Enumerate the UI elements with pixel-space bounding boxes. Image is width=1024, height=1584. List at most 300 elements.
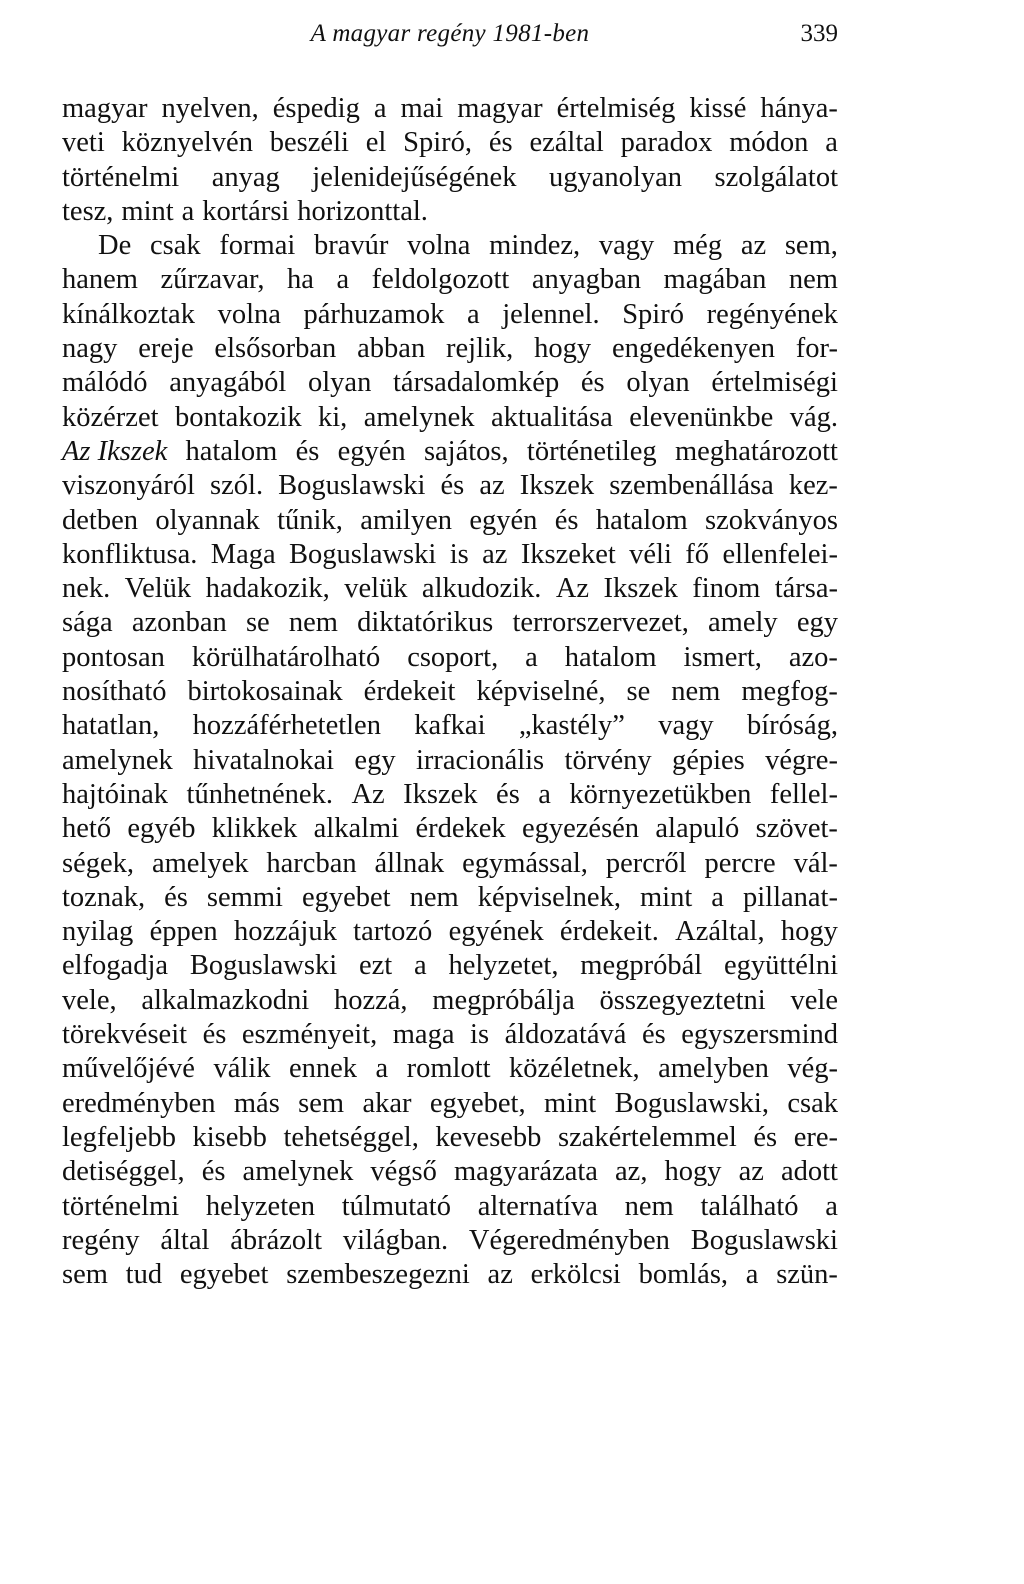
- text-word: társa-: [774, 573, 838, 605]
- text-line: [62, 744, 838, 778]
- text-word: Boguslawski: [278, 470, 426, 502]
- text-word: állnak: [374, 847, 445, 879]
- text-word: törekvéseit: [62, 1019, 188, 1051]
- text-word: konfliktusa.: [62, 538, 198, 570]
- text-word: kisebb: [192, 1121, 267, 1153]
- text-line: [62, 1155, 838, 1189]
- text-word: terrorszervezet,: [512, 607, 689, 639]
- text-word: értelmiségi: [711, 367, 838, 399]
- text-word: közéletnek,: [509, 1053, 640, 1085]
- text-word: anyagából: [169, 367, 287, 399]
- text-word: amelynek: [242, 1156, 354, 1188]
- text-word: vele,: [62, 984, 117, 1016]
- text-word: végre-: [765, 744, 838, 776]
- text-word: nek.: [62, 573, 111, 605]
- text-word: is: [449, 538, 469, 570]
- text-word: hajtóinak: [62, 778, 169, 810]
- text-line: [62, 881, 838, 915]
- text-word: megpróbálja: [432, 984, 575, 1016]
- text-word: Spiró: [622, 298, 684, 330]
- text-line: [62, 1190, 838, 1224]
- text-word: olyan: [626, 367, 690, 399]
- text-word: vagy: [598, 230, 655, 262]
- text-word: Az: [555, 573, 590, 605]
- text-word: az: [479, 470, 505, 502]
- text-word: bontakozik: [174, 401, 302, 433]
- text-word: anyag: [211, 161, 280, 193]
- text-word: történelmi: [62, 1190, 180, 1222]
- text-word: el: [365, 127, 387, 159]
- text-word: ellenfelei-: [722, 538, 838, 570]
- text-line: [62, 469, 838, 503]
- text-word: és: [496, 778, 520, 810]
- text-word: a: [336, 264, 350, 296]
- body-text: [62, 92, 838, 1292]
- text-word: és: [753, 1121, 778, 1153]
- text-word: hető: [62, 813, 112, 845]
- running-head: [62, 14, 838, 54]
- text-word: akar: [362, 1087, 412, 1119]
- text-word: is: [470, 1019, 490, 1051]
- text-word: Boguslawski: [189, 950, 338, 982]
- text-word: alternatíva: [477, 1190, 598, 1222]
- text-word: sem: [62, 1259, 108, 1291]
- text-word: aktualitása: [490, 401, 613, 433]
- text-word: tesz,: [62, 195, 114, 227]
- running-title: A magyar regény 1981-ben: [310, 20, 590, 47]
- text-line: [62, 195, 838, 229]
- text-word: kortársi: [202, 195, 290, 227]
- text-word: a: [373, 93, 387, 124]
- text-word: szól.: [210, 470, 264, 502]
- text-word: hozzáférhetetlen: [192, 710, 381, 742]
- text-word: törvény: [564, 744, 652, 776]
- text-word: érdekeit: [363, 676, 456, 708]
- text-line: [62, 778, 838, 812]
- text-word: Boguslawski,: [614, 1087, 769, 1119]
- text-word: elfogadja: [62, 950, 169, 982]
- text-word: szembeszegezni: [286, 1259, 470, 1291]
- text-word: ereje: [138, 333, 194, 365]
- text-word: magában: [663, 264, 767, 296]
- text-word: a: [538, 778, 551, 810]
- text-line: [62, 812, 838, 846]
- text-word: ha: [287, 264, 314, 296]
- text-word: regény: [62, 1224, 140, 1256]
- text-word: viszonyáról: [62, 470, 195, 502]
- text-word: se: [626, 676, 651, 708]
- text-word: a: [825, 127, 838, 159]
- text-line: [62, 1258, 838, 1292]
- text-word: véli: [629, 538, 672, 570]
- text-line: [62, 606, 838, 640]
- text-word: jelennel.: [502, 298, 600, 330]
- text-word: romlott: [406, 1053, 491, 1085]
- text-word: fellel-: [769, 778, 838, 810]
- text-word: nem: [409, 881, 459, 913]
- text-word: szolgálatot: [714, 161, 838, 193]
- text-word: percről: [605, 847, 687, 879]
- text-word: együttélni: [724, 950, 838, 982]
- text-word: engedékenyen: [611, 333, 775, 365]
- text-word: regényének: [706, 298, 838, 330]
- text-word: túlmutató: [341, 1190, 451, 1222]
- text-word: pontosan: [62, 641, 165, 673]
- text-word: legfeljebb: [62, 1121, 176, 1153]
- text-line: [62, 229, 838, 263]
- text-word: egyebet: [179, 1259, 269, 1291]
- text-word: egyén: [469, 504, 538, 536]
- text-word: hatatlan,: [62, 710, 160, 742]
- text-word: amelynek: [62, 744, 173, 776]
- text-word: nem: [288, 607, 338, 639]
- text-word: az: [482, 538, 508, 570]
- text-word: eszményeit,: [241, 1019, 378, 1051]
- text-word: történetileg: [526, 435, 657, 467]
- text-word: nagy: [62, 333, 118, 365]
- text-word: ábrázolt: [230, 1224, 323, 1256]
- text-word: klikkek: [211, 813, 298, 845]
- text-word: kínálkoztak: [62, 298, 195, 330]
- text-word: amilyen: [360, 504, 452, 536]
- text-word: a: [375, 1053, 389, 1085]
- text-word: egyének: [448, 916, 544, 948]
- text-word: és: [554, 504, 579, 536]
- text-word: az: [487, 1259, 513, 1291]
- text-word: mai: [400, 93, 444, 124]
- text-word: ere-: [793, 1121, 838, 1153]
- text-word: detben: [62, 504, 138, 536]
- text-word: bravúr: [314, 230, 389, 262]
- text-word: sem: [298, 1087, 345, 1119]
- text-word: tűnhetnének.: [186, 778, 333, 810]
- text-word: körülhatárolható: [191, 641, 381, 673]
- text-word: ennek: [288, 1053, 357, 1085]
- text-word: párhuzamok: [303, 298, 445, 330]
- text-word: Az Ikszek: [62, 435, 168, 467]
- text-word: Maga: [210, 538, 276, 570]
- text-word: elsősorban: [214, 333, 337, 365]
- text-line: [62, 675, 838, 709]
- text-word: Velük: [124, 573, 192, 605]
- text-word: mindez,: [489, 230, 581, 262]
- text-word: világban.: [342, 1224, 449, 1256]
- text-line: [62, 915, 838, 949]
- text-word: által: [160, 1224, 210, 1256]
- text-word: nosítható: [62, 676, 167, 708]
- text-word: hogy: [780, 916, 838, 948]
- book-page: [62, 14, 838, 1292]
- text-word: szakértelemmel: [558, 1121, 737, 1153]
- text-word: válik: [213, 1053, 271, 1085]
- text-word: összegyeztetni: [599, 984, 766, 1016]
- text-word: csoport,: [407, 641, 499, 673]
- text-word: köznyelvén: [121, 127, 253, 159]
- text-word: az,: [615, 1156, 648, 1188]
- text-word: alkudozik.: [421, 573, 542, 605]
- text-line: [62, 538, 838, 572]
- text-line: [62, 984, 838, 1018]
- text-word: egyéb: [127, 813, 196, 845]
- text-word: irracionális: [415, 744, 545, 776]
- text-word: alkalmazkodni: [141, 984, 310, 1016]
- text-word: a: [825, 1190, 838, 1222]
- text-word: Boguslawski: [289, 538, 437, 570]
- text-word: nem: [788, 264, 838, 296]
- text-word: azo-: [788, 641, 838, 673]
- text-word: más: [233, 1087, 280, 1119]
- text-word: helyzeten: [205, 1190, 316, 1222]
- text-word: egymással,: [462, 847, 588, 879]
- text-word: tűnik,: [277, 504, 343, 536]
- text-word: Azáltal,: [675, 916, 765, 948]
- text-word: amelyben: [658, 1053, 769, 1085]
- text-word: zűrzavar,: [160, 264, 265, 296]
- text-word: Spiró,: [403, 127, 473, 159]
- text-word: és: [440, 470, 465, 502]
- text-word: szembenállása: [609, 470, 774, 502]
- text-word: Ikszek: [603, 573, 678, 605]
- text-word: Boguslawski: [690, 1224, 838, 1256]
- text-word: De: [98, 230, 132, 262]
- text-word: málódó: [62, 367, 148, 399]
- text-word: olyannak: [155, 504, 260, 536]
- text-word: egy: [354, 744, 396, 776]
- text-word: harcban: [266, 847, 357, 879]
- text-word: képviselnek,: [477, 881, 621, 913]
- text-word: vál-: [793, 847, 838, 879]
- text-word: kez-: [788, 470, 838, 502]
- text-word: közérzet: [62, 401, 159, 433]
- text-word: és: [201, 1156, 226, 1188]
- text-word: az: [740, 230, 767, 262]
- text-word: kafkai: [414, 710, 486, 742]
- text-word: megpróbál: [580, 950, 703, 982]
- text-word: percre: [704, 847, 776, 879]
- text-line: [62, 366, 838, 400]
- text-word: szövet-: [755, 813, 838, 845]
- text-word: olyan: [308, 367, 372, 399]
- text-word: formai: [219, 230, 296, 262]
- text-word: amelyek: [151, 847, 249, 879]
- text-word: érdekek: [415, 813, 506, 845]
- text-word: mint: [640, 881, 693, 913]
- text-word: paradox: [620, 127, 713, 159]
- text-word: végső: [370, 1156, 437, 1188]
- text-line: [62, 435, 838, 469]
- text-word: nyelven,: [161, 93, 259, 124]
- text-word: éspedig: [272, 93, 360, 124]
- text-word: alkalmi: [313, 813, 400, 845]
- text-word: semmi: [206, 881, 283, 913]
- text-word: társadalomkép: [393, 367, 560, 399]
- text-word: vég-: [787, 1053, 838, 1085]
- text-word: elevenünkbe: [629, 401, 774, 433]
- text-line: [62, 332, 838, 366]
- text-word: történelmi: [62, 161, 180, 193]
- text-word: található: [700, 1190, 799, 1222]
- text-word: hogy: [664, 1156, 722, 1188]
- text-word: bíróság,: [746, 710, 838, 742]
- text-word: ismert,: [683, 641, 762, 673]
- text-word: szün-: [776, 1259, 838, 1291]
- text-word: magyar: [457, 93, 543, 124]
- text-word: még: [673, 230, 723, 262]
- text-word: környezetükben: [569, 778, 752, 810]
- text-word: egyén: [337, 435, 406, 467]
- text-word: nem: [624, 1190, 674, 1222]
- text-word: egy: [796, 607, 838, 639]
- text-word: Az: [351, 778, 385, 810]
- text-line: [62, 847, 838, 881]
- text-word: hatalom: [564, 641, 657, 673]
- text-word: hánya-: [760, 93, 838, 124]
- text-word: hozzájuk: [233, 916, 337, 948]
- text-word: eredményben: [62, 1087, 216, 1119]
- text-word: vele: [790, 984, 838, 1016]
- text-word: azonban: [131, 607, 227, 639]
- text-word: tehetséggel,: [283, 1121, 419, 1153]
- text-word: rejlik,: [446, 333, 514, 365]
- text-word: sága: [62, 607, 113, 639]
- text-word: művelőjévé: [62, 1053, 195, 1085]
- text-word: Ikszek: [519, 470, 595, 502]
- text-word: magyarázata: [453, 1156, 598, 1188]
- text-word: megfog-: [741, 676, 838, 708]
- text-word: és: [488, 127, 513, 159]
- text-word: hatalom: [185, 435, 278, 467]
- text-word: mint: [543, 1087, 597, 1119]
- text-word: ezáltal: [529, 127, 604, 159]
- text-word: és: [295, 435, 320, 467]
- text-word: sajátos,: [423, 435, 509, 467]
- text-word: nyilag: [62, 916, 134, 948]
- text-word: kevesebb: [435, 1121, 542, 1153]
- text-word: a: [414, 950, 427, 982]
- text-word: gépies: [671, 744, 745, 776]
- text-word: feldolgozott: [371, 264, 510, 296]
- text-word: a: [525, 641, 538, 673]
- text-word: éppen: [149, 916, 218, 948]
- text-word: alapuló: [655, 813, 740, 845]
- text-word: amely: [708, 607, 778, 639]
- text-line: [62, 504, 838, 538]
- text-word: tartozó: [353, 916, 433, 948]
- text-word: egyebet,: [429, 1087, 526, 1119]
- text-word: hatalom: [595, 504, 688, 536]
- text-word: se: [245, 607, 270, 639]
- text-line: [62, 263, 838, 297]
- text-line: [62, 641, 838, 675]
- text-word: képviselné,: [476, 676, 606, 708]
- text-word: velük: [344, 573, 408, 605]
- text-line: [62, 126, 838, 160]
- text-word: hogy: [534, 333, 592, 365]
- text-word: magyar: [62, 93, 148, 124]
- text-word: módon: [729, 127, 809, 159]
- text-word: kissé: [689, 93, 747, 124]
- text-line: [62, 572, 838, 606]
- text-word: Ikszek: [403, 778, 478, 810]
- text-word: értelmiség: [556, 93, 676, 124]
- text-word: hozzá,: [333, 984, 408, 1016]
- text-word: csak: [787, 1087, 838, 1119]
- text-word: jelenidejűségének: [312, 161, 517, 193]
- text-word: áldozatává: [504, 1019, 627, 1051]
- text-word: a: [181, 195, 195, 227]
- text-word: ezt: [358, 950, 393, 982]
- text-word: egyezésén: [521, 813, 640, 845]
- text-word: az: [738, 1156, 764, 1188]
- text-word: horizonttal.: [297, 195, 428, 227]
- text-word: és: [641, 1019, 666, 1051]
- text-word: a: [711, 881, 724, 913]
- text-word: és: [202, 1019, 227, 1051]
- text-word: és: [580, 367, 605, 399]
- text-word: érdekeit.: [559, 916, 659, 948]
- text-word: vagy: [658, 710, 714, 742]
- text-word: volna: [217, 298, 281, 330]
- text-word: hivatalnokai: [193, 744, 335, 776]
- text-word: a: [466, 298, 480, 330]
- text-line: [62, 92, 838, 126]
- text-word: egyebet: [301, 881, 391, 913]
- text-word: finom: [692, 573, 761, 605]
- text-word: toznak,: [62, 881, 146, 913]
- text-word: beszéli: [269, 127, 349, 159]
- text-line: [62, 1087, 838, 1121]
- text-word: anyagban: [531, 264, 642, 296]
- text-word: adott: [780, 1156, 838, 1188]
- text-word: szokványos: [705, 504, 838, 536]
- text-word: csak: [149, 230, 201, 262]
- text-word: ki,: [318, 401, 348, 433]
- text-word: tud: [125, 1259, 163, 1291]
- text-word: ségek,: [62, 847, 135, 879]
- text-line: [62, 298, 838, 332]
- text-word: egyszersmind: [681, 1019, 838, 1051]
- text-line: [62, 949, 838, 983]
- text-word: pillanat-: [742, 881, 838, 913]
- text-word: sem,: [784, 230, 838, 262]
- text-word: Ikszeket: [520, 538, 616, 570]
- text-word: helyzetet,: [448, 950, 559, 982]
- text-word: ugyanolyan: [549, 161, 682, 193]
- text-word: bomlás,: [638, 1259, 729, 1291]
- text-word: detiséggel,: [62, 1156, 185, 1188]
- text-word: a: [745, 1259, 759, 1291]
- text-line: [62, 161, 838, 195]
- text-word: nem: [671, 676, 721, 708]
- text-word: „kastély”: [518, 710, 625, 742]
- text-word: birtokosainak: [187, 676, 343, 708]
- text-word: amelynek: [363, 401, 475, 433]
- text-word: vág.: [789, 401, 838, 433]
- text-word: for-: [795, 333, 838, 365]
- text-word: diktatórikus: [357, 607, 494, 639]
- text-word: fő: [685, 538, 710, 570]
- text-line: [62, 1224, 838, 1258]
- text-line: [62, 1018, 838, 1052]
- text-word: veti: [62, 127, 105, 159]
- text-line: [62, 1052, 838, 1086]
- text-word: hanem: [62, 264, 138, 296]
- text-word: és: [164, 881, 188, 913]
- text-word: volna: [407, 230, 471, 262]
- text-word: Végeredményben: [468, 1224, 670, 1256]
- page-number: 339: [800, 20, 838, 47]
- text-word: abban: [357, 333, 426, 365]
